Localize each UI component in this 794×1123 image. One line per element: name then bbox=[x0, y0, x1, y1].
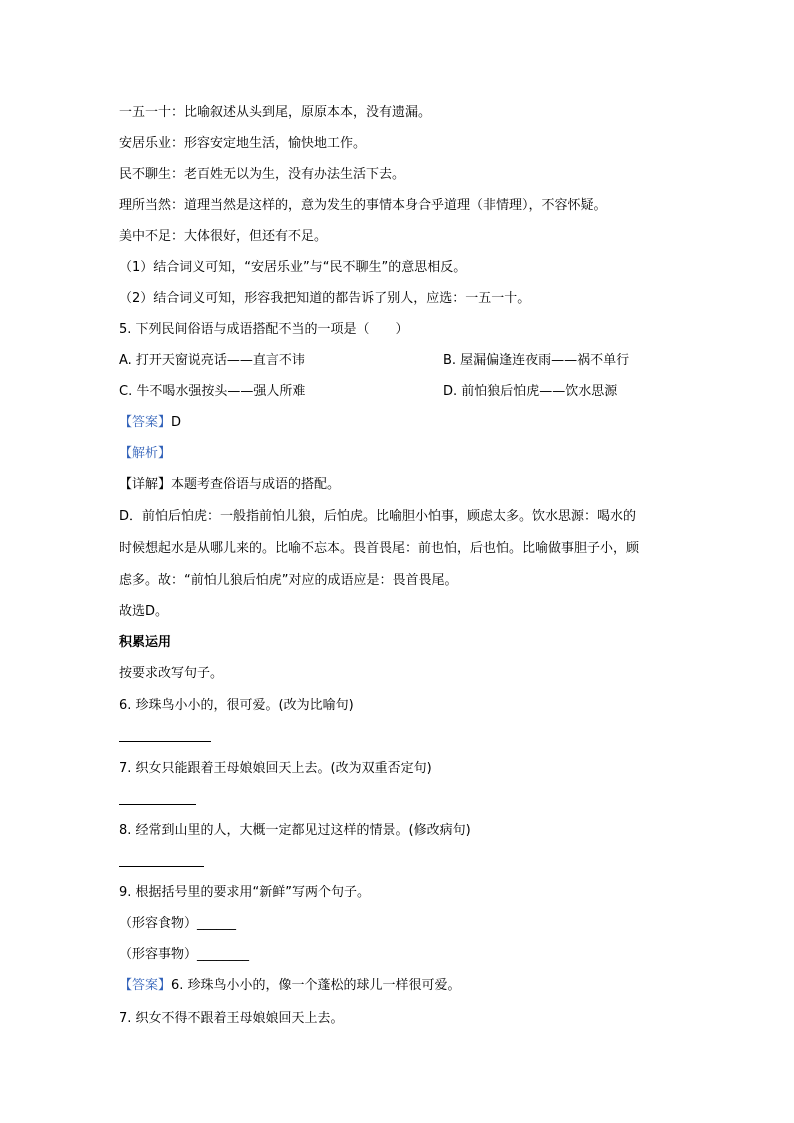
answer-blank-8[interactable] bbox=[119, 866, 204, 867]
answer-value: D bbox=[171, 415, 182, 430]
analysis-line bbox=[119, 445, 171, 463]
question-8: 8. 经常到山里的人，大概一定都见过这样的情景。(修改病句) bbox=[119, 823, 471, 838]
answer-tag: 【答案】 bbox=[119, 415, 172, 430]
definition-meizhongbuzu: 美中不足：大体很好，但还有不足。 bbox=[119, 229, 328, 244]
answer-blank-7[interactable] bbox=[119, 804, 196, 805]
note-2: （2）结合词义可知，形容我把知道的都告诉了别人，应选：一五一十。 bbox=[119, 291, 531, 306]
definition-yiwuyishi: 一五一十：比喻叙述从头到尾，原原本本，没有遗漏。 bbox=[119, 105, 432, 120]
conclusion: 故选D。 bbox=[119, 604, 169, 619]
detail-tag: 【详解】 bbox=[119, 477, 172, 492]
answer-6-line bbox=[119, 977, 461, 995]
answer-7-text: 7. 织女不得不跟着王母娘娘回天上去。 bbox=[119, 1011, 344, 1026]
answers-tag: 【答案】 bbox=[119, 978, 172, 993]
question-7: 7. 织女只能跟着王母娘娘回天上去。(改为双重否定句) bbox=[119, 761, 432, 776]
explanation-line-1: D．前怕后怕虎：一般指前怕儿狼，后怕虎。比喻胆小怕事，顾虑太多。饮水思源：喝水的 bbox=[119, 509, 637, 524]
answer-6-text: 6. 珍珠鸟小小的，像一个蓬松的球儿一样很可爱。 bbox=[171, 978, 461, 993]
question-6: 6. 珍珠鸟小小的，很可爱。(改为比喻句) bbox=[119, 698, 354, 713]
option-b: B. 屋漏偏逢连夜雨——祸不单行 bbox=[443, 353, 630, 368]
definition-anjuleye: 安居乐业：形容安定地生活，愉快地工作。 bbox=[119, 136, 367, 151]
question-9-thing: （形容事物）________ bbox=[119, 947, 250, 962]
detail-line bbox=[119, 476, 340, 494]
question-9-food: （形容食物）______ bbox=[119, 916, 237, 931]
question-5-stem: 5. 下列民间俗语与成语搭配不当的一项是（ ） bbox=[119, 322, 409, 337]
option-a: A. 打开天窗说亮话——直言不讳 bbox=[119, 353, 305, 368]
detail-text: 本题考查俗语与成语的搭配。 bbox=[171, 477, 341, 492]
explanation-line-2: 时候想起水是从哪儿来的。比喻不忘本。畏首畏尾：前也怕，后也怕。比喻做事胆子小，顾 bbox=[119, 541, 640, 556]
note-1: （1）结合词义可知，“安居乐业”与“民不聊生”的意思相反。 bbox=[119, 260, 467, 275]
answer-line bbox=[119, 414, 181, 432]
analysis-tag: 【解析】 bbox=[119, 446, 172, 461]
section-instruction: 按要求改写句子。 bbox=[119, 666, 224, 681]
definition-lisuodangran: 理所当然：道理当然是这样的，意为发生的事情本身合乎道理（非情理），不容怀疑。 bbox=[119, 198, 607, 213]
definition-minbuliaosheng: 民不聊生：老百姓无以为生，没有办法生活下去。 bbox=[119, 167, 406, 182]
option-d: D. 前怕狼后怕虎——饮水思源 bbox=[443, 384, 618, 399]
option-c: C. 牛不喝水强按头——强人所难 bbox=[119, 384, 306, 399]
answer-blank-6[interactable] bbox=[119, 741, 211, 742]
explanation-line-3: 虑多。故：“前怕儿狼后怕虎”对应的成语应是：畏首畏尾。 bbox=[119, 573, 458, 588]
section-title: 积累运用 bbox=[119, 635, 172, 650]
question-9: 9. 根据括号里的要求用“新鲜”写两个句子。 bbox=[119, 885, 371, 900]
